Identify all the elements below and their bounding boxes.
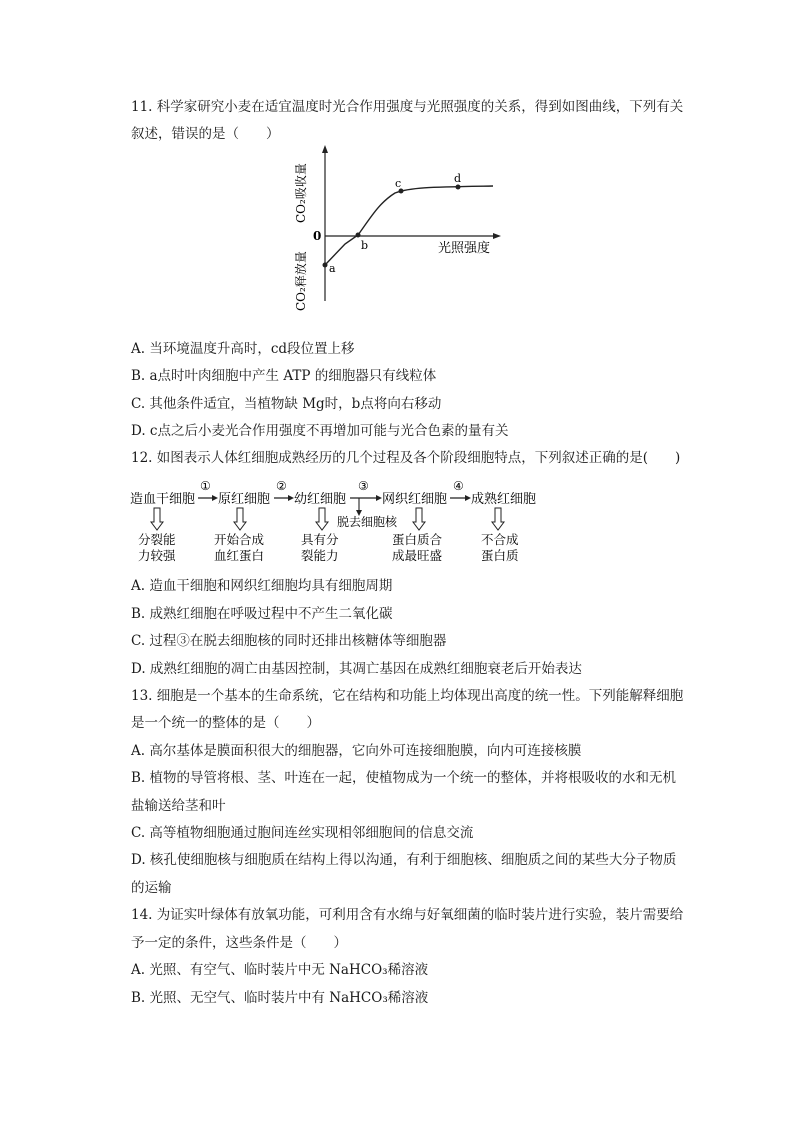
label-a: a bbox=[329, 262, 336, 275]
label-d: d bbox=[454, 172, 462, 185]
q12-option-c: C. 过程③在脱去细胞核的同时还排出核糖体等细胞器 bbox=[131, 633, 447, 649]
y-axis-arrow bbox=[322, 145, 328, 153]
down-arrow-3 bbox=[316, 508, 328, 530]
q11-option-b: B. a点时叶肉细胞中产生 ATP 的细胞器只有线粒体 bbox=[131, 368, 437, 384]
feature-1-l1: 分裂能 bbox=[138, 532, 176, 547]
x-axis-label: 光照强度 bbox=[438, 241, 491, 256]
stage-hsc: 造血干细胞 bbox=[130, 492, 196, 507]
stage-reticulocyte: 网织红细胞 bbox=[382, 492, 448, 507]
q14-option-b: B. 光照、无空气、临时装片中有 NaHCO₃稀溶液 bbox=[131, 990, 429, 1006]
feature-1-l2: 力较强 bbox=[138, 548, 176, 563]
feature-2-l1: 开始合成 bbox=[214, 532, 265, 547]
y-axis-label-upper: CO₂吸收量 bbox=[294, 163, 308, 223]
feature-3-l1: 具有分 bbox=[301, 532, 339, 547]
step-3: ③ bbox=[358, 479, 369, 493]
down-arrow-5 bbox=[492, 508, 504, 530]
q13-option-b-line2: 盐输送给茎和叶 bbox=[131, 798, 226, 814]
y-axis-label-lower: CO₂释放量 bbox=[294, 251, 308, 311]
q13-stem-line2: 是一个统一的整体的是（ ） bbox=[131, 715, 320, 731]
q12-option-b: B. 成熟红细胞在呼吸过程中不产生二氧化碳 bbox=[131, 606, 393, 622]
q11-option-d: D. c点之后小麦光合作用强度不再增加可能与光合色素的量有关 bbox=[131, 423, 509, 439]
point-a bbox=[323, 263, 328, 268]
label-c: c bbox=[395, 177, 402, 190]
q11-graph bbox=[283, 145, 503, 315]
point-d bbox=[456, 185, 461, 190]
point-b bbox=[356, 233, 361, 238]
q13-option-d-line2: 的运输 bbox=[131, 880, 172, 896]
step3-note: 脱去细胞核 bbox=[337, 515, 398, 529]
q12-option-d: D. 成熟红细胞的凋亡由基因控制，其凋亡基因在成熟红细胞衰老后开始表达 bbox=[131, 661, 582, 677]
q12-flow-diagram bbox=[126, 478, 566, 578]
q13-option-a: A. 高尔基体是膜面积很大的细胞器，它向外可连接细胞膜，向内可连接核膜 bbox=[131, 743, 582, 759]
q11-stem-line2: 叙述，错误的是（ ） bbox=[131, 126, 280, 142]
q11-option-c: C. 其他条件适宜，当植物缺 Mg时，b点将向右移动 bbox=[131, 396, 442, 412]
stage-mature-rbc: 成熟红细胞 bbox=[471, 492, 537, 507]
stage-proerythroblast: 原红细胞 bbox=[218, 492, 271, 507]
q13-option-b-line1: B. 植物的导管将根、茎、叶连在一起，使植物成为一个统一的整体，并将根吸收的水和无机 bbox=[131, 770, 677, 786]
feature-3-l2: 裂能力 bbox=[301, 548, 339, 563]
x-axis-arrow bbox=[493, 233, 501, 239]
q13-option-d-line1: D. 核孔使细胞核与细胞质在结构上得以沟通，有利于细胞核、细胞质之间的某些大分子物质 bbox=[131, 852, 677, 868]
feature-5-l2: 蛋白质 bbox=[481, 548, 519, 563]
down-arrow-2 bbox=[234, 508, 246, 530]
q13-stem-line1: 13. 细胞是一个基本的生命系统，它在结构和功能上均体现出高度的统一性。下列能解释细胞 bbox=[131, 688, 684, 704]
q12-stem: 12. 如图表示人体红细胞成熟经历的几个过程及各个阶段细胞特点，下列叙述正确的是( ) bbox=[131, 450, 681, 466]
feature-2-l2: 血红蛋白 bbox=[214, 548, 265, 563]
label-b: b bbox=[361, 239, 369, 252]
q14-stem-line1: 14. 为证实叶绿体有放氧功能，可利用含有水绵与好氧细菌的临时装片进行实验，装片需要给 bbox=[131, 907, 684, 923]
q13-option-c: C. 高等植物细胞通过胞间连丝实现相邻细胞间的信息交流 bbox=[131, 825, 474, 841]
step-4: ④ bbox=[453, 479, 464, 493]
q11-stem-line1: 11. 科学家研究小麦在适宜温度时光合作用强度与光照强度的关系，得到如图曲线，下列有关 bbox=[131, 99, 684, 115]
down-arrow-4 bbox=[413, 508, 425, 530]
origin-label: 0 bbox=[313, 229, 322, 243]
q12-option-a: A. 造血干细胞和网织红细胞均具有细胞周期 bbox=[131, 578, 393, 594]
q14-stem-line2: 予一定的条件，这些条件是（ ） bbox=[131, 935, 347, 951]
q14-option-a: A. 光照、有空气、临时装片中无 NaHCO₃稀溶液 bbox=[131, 962, 429, 978]
feature-4-l1: 蛋白质合 bbox=[392, 532, 443, 547]
q11-option-a: A. 当环境温度升高时，cd段位置上移 bbox=[131, 341, 355, 357]
down-arrow-1 bbox=[151, 508, 163, 530]
stage-erythroblast: 幼红细胞 bbox=[294, 492, 347, 507]
feature-5-l1: 不合成 bbox=[481, 532, 519, 547]
step-2: ② bbox=[276, 479, 287, 493]
feature-4-l2: 成最旺盛 bbox=[392, 548, 443, 563]
step-1: ① bbox=[200, 479, 211, 493]
